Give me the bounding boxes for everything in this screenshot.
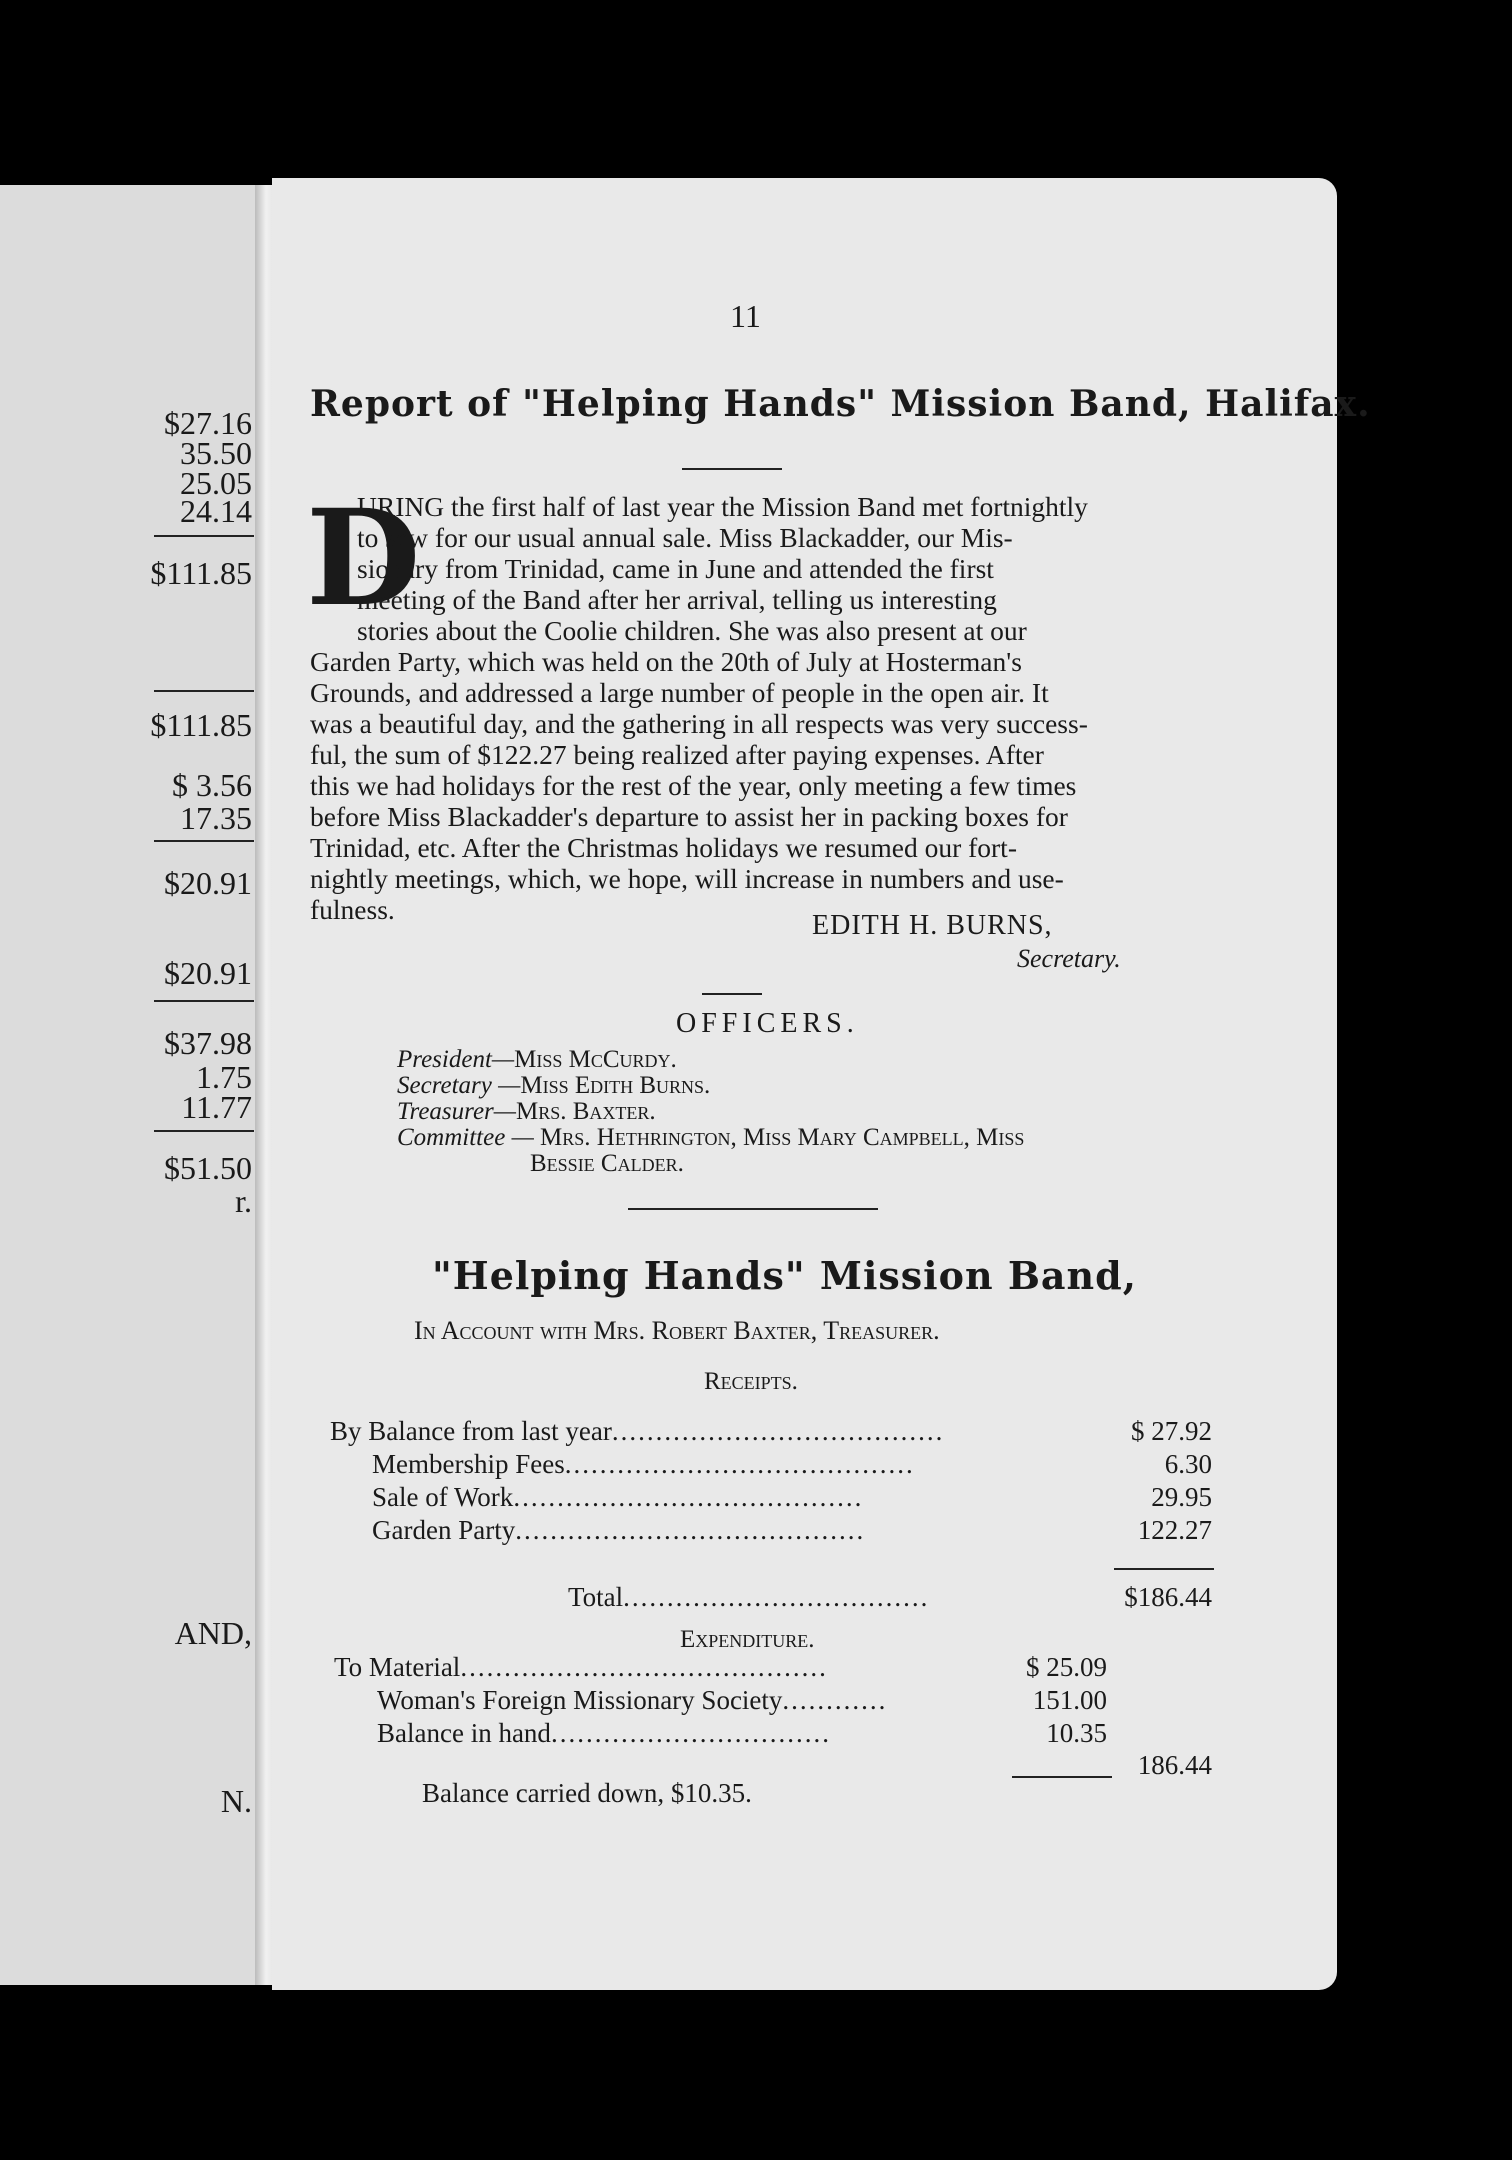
- expenditure-total: 186.44: [1137, 1750, 1212, 1780]
- left-fragment-text: 17.35: [180, 800, 252, 836]
- receipt-amount: $ 27.92: [1131, 1416, 1212, 1446]
- report-line: Trinidad, etc. After the Christmas holidays we resumed our fort-: [310, 832, 1017, 863]
- left-fragment-text: 1.75: [196, 1059, 252, 1095]
- receipt-row: By Balance from last year......................................: [330, 1416, 945, 1446]
- expenditure-amount: 151.00: [1032, 1685, 1107, 1715]
- account-subtitle: In Account with Mrs. Robert Baxter, Treasurer.: [414, 1316, 940, 1345]
- left-fragment-text: $111.85: [150, 555, 252, 591]
- left-fragment-text: r.: [235, 1183, 252, 1219]
- left-fragment-rule: [154, 690, 254, 692]
- report-line: was a beautiful day, and the gathering in all respects was very success-: [310, 708, 1088, 739]
- receipts-heading: Receipts.: [704, 1368, 798, 1395]
- expenditure-amount: 10.35: [1046, 1718, 1107, 1748]
- report-line: nightly meetings, which, we hope, will increase in numbers and use-: [310, 863, 1064, 894]
- officer-name: Miss Edith Burns.: [520, 1072, 711, 1099]
- signature-role: Secretary.: [1017, 944, 1121, 973]
- officers-continuation: Bessie Calder.: [530, 1150, 684, 1177]
- receipt-label: By Balance from last year: [330, 1416, 612, 1446]
- left-fragment-text: 25.05: [180, 465, 252, 501]
- balance-note: Balance carried down, $10.35.: [422, 1778, 752, 1808]
- left-fragment-rule: [154, 1130, 254, 1132]
- title-rule: [682, 468, 782, 470]
- report-line: before Miss Blackadder's departure to assist her in packing boxes for: [310, 801, 1068, 832]
- officer-name: Mrs. Hethrington, Miss Mary Campbell, Miss: [540, 1124, 1025, 1151]
- right-page: [272, 178, 1371, 1990]
- left-fragment-text: $37.98: [164, 1025, 252, 1061]
- left-fragment-text: $27.16: [164, 405, 252, 441]
- receipt-amount: 29.95: [1151, 1482, 1212, 1512]
- account-title: "Helping Hands" Mission Band,: [432, 1253, 1137, 1298]
- report-line: stories about the Coolie children. She was also present at our: [357, 615, 1027, 646]
- expenditure-label: To Material: [334, 1652, 461, 1682]
- left-page-fragment: [0, 185, 265, 1985]
- report-line: Garden Party, which was held on the 20th of July at Hosterman's: [310, 646, 1022, 677]
- receipt-row: Garden Party........................................: [372, 1515, 866, 1545]
- left-fragment-text: $ 3.56: [172, 767, 252, 803]
- left-fragment-text: AND,: [174, 1615, 252, 1651]
- officers-heading: OFFICERS.: [676, 1008, 859, 1039]
- receipt-amount: 122.27: [1137, 1515, 1212, 1545]
- expenditure-row: Woman's Foreign Missionary Society............: [377, 1685, 888, 1715]
- receipt-label: Sale of Work: [372, 1482, 514, 1512]
- officer-role: Treasurer—: [397, 1098, 517, 1125]
- signature-name: EDITH H. BURNS,: [812, 910, 1053, 941]
- officer-row: [397, 1098, 656, 1126]
- left-fragment-text: 11.77: [181, 1089, 252, 1125]
- report-title: Report of "Helping Hands" Mission Band, Halifax.: [310, 383, 1371, 425]
- officer-role: Committee —: [397, 1124, 541, 1151]
- report-line: URING the first half of last year the Mission Band met fortnightly: [357, 491, 1088, 522]
- left-fragment-text: N.: [220, 1783, 252, 1819]
- officer-row: [397, 1124, 1024, 1152]
- left-fragment-rule: [154, 1000, 254, 1002]
- report-line: ful, the sum of $122.27 being realized after paying expenses. After: [310, 739, 1044, 770]
- receipts-total-rule: [1114, 1568, 1214, 1570]
- officer-name: Mrs. Baxter.: [516, 1098, 656, 1125]
- receipt-amount: 6.30: [1164, 1449, 1212, 1479]
- officer-role: President—: [397, 1046, 515, 1073]
- report-line: sionary from Trinidad, came in June and attended the first: [357, 553, 994, 584]
- report-line: this we had holidays for the rest of the year, only meeting a few times: [310, 770, 1077, 801]
- expenditure-amount: $ 25.09: [1026, 1652, 1107, 1682]
- report-line: to sew for our usual annual sale. Miss Blackadder, our Mis-: [357, 522, 1013, 553]
- left-fragment-text: 24.14: [180, 493, 252, 529]
- left-fragment-text: $20.91: [164, 955, 252, 991]
- report-line: meeting of the Band after her arrival, telling us interesting: [357, 584, 997, 615]
- total-label: Total: [568, 1582, 624, 1612]
- expenditure-total-rule: [1012, 1776, 1112, 1778]
- left-fragment-text: 35.50: [180, 435, 252, 471]
- total-row: Total...................................: [568, 1582, 930, 1612]
- total-amount: $186.44: [1124, 1582, 1212, 1612]
- report-line: Grounds, and addressed a large number of people in the open air. It: [310, 677, 1049, 708]
- report-line: fulness.: [310, 894, 395, 925]
- section-rule: [628, 1208, 878, 1210]
- officer-name: Miss McCurdy.: [514, 1046, 677, 1073]
- receipt-label: Membership Fees: [372, 1449, 565, 1479]
- officer-role: Secretary —: [397, 1072, 521, 1099]
- drop-cap: D: [306, 481, 422, 636]
- left-fragment-text: $51.50: [164, 1150, 252, 1186]
- expenditure-row: To Material..........................................: [334, 1652, 828, 1682]
- left-fragment-rule: [154, 535, 254, 537]
- left-fragment-text: $20.91: [164, 865, 252, 901]
- officer-row: [397, 1046, 677, 1074]
- officer-row: [397, 1072, 710, 1100]
- page-number: 11: [730, 298, 761, 334]
- left-fragment-rule: [154, 840, 254, 842]
- expenditure-label: Balance in hand: [377, 1718, 551, 1748]
- receipt-row: Membership Fees........................................: [372, 1449, 915, 1479]
- left-fragment-text: $111.85: [150, 707, 252, 743]
- expenditure-label: Woman's Foreign Missionary Society: [377, 1685, 783, 1715]
- receipt-row: Sale of Work........................................: [372, 1482, 864, 1512]
- receipt-label: Garden Party: [372, 1515, 516, 1545]
- expenditure-heading: Expenditure.: [680, 1626, 815, 1653]
- expenditure-row: Balance in hand................................: [377, 1718, 831, 1748]
- officers-rule: [702, 993, 762, 995]
